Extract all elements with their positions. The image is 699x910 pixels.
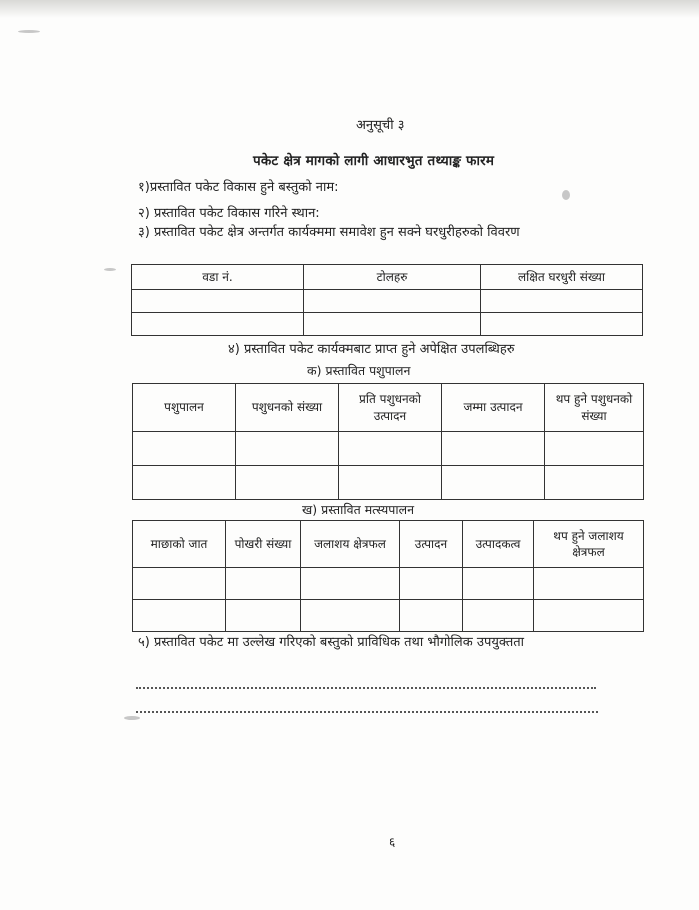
header-per-head-production: प्रति पशुधनको उत्पादन bbox=[339, 384, 442, 432]
header-production: उत्पादन bbox=[400, 521, 463, 568]
table-cell[interactable] bbox=[304, 290, 481, 313]
header-additional-water-area: थप हुने जलाशय क्षेत्रफल bbox=[534, 521, 644, 568]
scan-mark bbox=[104, 268, 116, 271]
table-cell[interactable] bbox=[534, 568, 644, 600]
question-1: १)प्रस्तावित पकेट विकास हुने बस्तुको नाम: bbox=[138, 180, 339, 195]
form-title: पकेट क्षेत्र मागको लागी आधारभुत तथ्याङ्क फारम bbox=[253, 153, 495, 169]
table-cell[interactable] bbox=[463, 568, 534, 600]
table-row bbox=[133, 466, 644, 500]
answer-line[interactable] bbox=[136, 687, 596, 689]
livestock-table bbox=[132, 383, 644, 500]
table-row bbox=[133, 600, 644, 632]
header-livestock-count: पशुधनको संख्या bbox=[236, 384, 339, 432]
fishery-section-title: ख) प्रस्तावित मत्स्यपालन bbox=[302, 502, 415, 517]
table-cell[interactable] bbox=[133, 600, 226, 632]
page-number: ६ bbox=[389, 835, 396, 849]
table-row bbox=[132, 290, 643, 313]
table-cell[interactable] bbox=[534, 600, 644, 632]
annex-label: अनुसूची ३ bbox=[356, 118, 405, 133]
table-cell[interactable] bbox=[301, 600, 400, 632]
answer-line[interactable] bbox=[136, 711, 598, 713]
header-water-area: जलाशय क्षेत्रफल bbox=[301, 521, 400, 568]
question-2: २) प्रस्तावित पकेट विकास गरिने स्थान: bbox=[138, 206, 320, 221]
table-cell[interactable] bbox=[545, 466, 644, 500]
table-cell[interactable] bbox=[442, 432, 545, 466]
table-cell[interactable] bbox=[442, 466, 545, 500]
table-cell[interactable] bbox=[339, 466, 442, 500]
scan-mark bbox=[124, 716, 140, 720]
table-cell[interactable] bbox=[226, 568, 301, 600]
table-cell[interactable] bbox=[304, 313, 481, 336]
question-3: ३) प्रस्तावित पकेट क्षेत्र अन्तर्गत कार्यक्ममा समावेश हुन सक्ने घरधुरीहरुको विवरण bbox=[138, 225, 520, 240]
header-total-production: जम्मा उत्पादन bbox=[442, 384, 545, 432]
header-livestock: पशुपालन bbox=[133, 384, 236, 432]
table-cell[interactable] bbox=[236, 432, 339, 466]
table-header-row bbox=[133, 521, 644, 568]
households-table bbox=[131, 264, 643, 336]
table-row bbox=[132, 313, 643, 336]
table-cell[interactable] bbox=[545, 432, 644, 466]
header-pond-count: पोखरी संख्या bbox=[226, 521, 301, 568]
header-target-households: लक्षित घरधुरी संख्या bbox=[481, 265, 643, 290]
question-5: ५) प्रस्तावित पकेट मा उल्लेख गरिएको बस्तुको प्राविधिक तथा भौगोलिक उपयुक्तता bbox=[138, 635, 525, 650]
header-productivity: उत्पादकत्व bbox=[463, 521, 534, 568]
table-cell[interactable] bbox=[400, 568, 463, 600]
livestock-section-title: क) प्रस्तावित पशुपालन bbox=[307, 363, 411, 378]
table-cell[interactable] bbox=[236, 466, 339, 500]
scan-mark bbox=[18, 30, 40, 33]
table-cell[interactable] bbox=[133, 568, 226, 600]
table-cell[interactable] bbox=[301, 568, 400, 600]
scan-shadow bbox=[0, 0, 699, 18]
header-additional-livestock: थप हुने पशुधनको संख्या bbox=[545, 384, 644, 432]
table-cell[interactable] bbox=[133, 466, 236, 500]
scan-mark bbox=[562, 190, 570, 200]
table-header-row bbox=[132, 265, 643, 290]
table-cell[interactable] bbox=[463, 600, 534, 632]
table-header-row bbox=[133, 384, 644, 432]
table-cell[interactable] bbox=[133, 432, 236, 466]
table-cell[interactable] bbox=[226, 600, 301, 632]
header-ward-no: वडा नं. bbox=[132, 265, 304, 290]
table-cell[interactable] bbox=[132, 313, 304, 336]
table-row bbox=[133, 432, 644, 466]
table-row bbox=[133, 568, 644, 600]
fishery-table bbox=[132, 520, 644, 632]
header-fish-species: माछाको जात bbox=[133, 521, 226, 568]
header-toles: टोलहरु bbox=[304, 265, 481, 290]
table-cell[interactable] bbox=[481, 290, 643, 313]
table-cell[interactable] bbox=[481, 313, 643, 336]
table-cell[interactable] bbox=[132, 290, 304, 313]
table-cell[interactable] bbox=[339, 432, 442, 466]
table-cell[interactable] bbox=[400, 600, 463, 632]
question-4: ४) प्रस्तावित पकेट कार्यक्मबाट प्राप्त हुने अपेक्षित उपलब्धिहरु bbox=[228, 342, 515, 357]
